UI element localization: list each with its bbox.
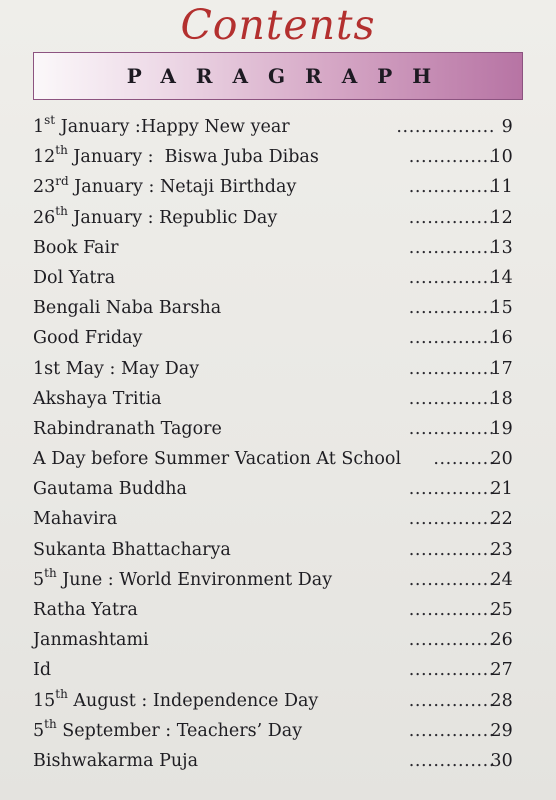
toc-entry-ordinal-suffix: th (44, 565, 57, 580)
toc-entry-leader-dots: .............. (408, 418, 495, 439)
toc-entry (33, 595, 523, 625)
toc-entry-title (33, 474, 187, 504)
toc-entry (33, 474, 523, 504)
toc-entry (33, 233, 523, 263)
toc-entry-page-number: 21 (490, 479, 513, 500)
toc-entry-ordinal: 12 (33, 147, 56, 168)
toc-entry-title (33, 746, 198, 776)
toc-entry-page-number: 28 (490, 690, 513, 711)
toc-entry-text: September : Teachers’ Day (56, 720, 303, 741)
toc-entry-text: Good Friday (33, 328, 143, 349)
toc-entry-page-number: 29 (490, 720, 513, 741)
table-of-contents (33, 112, 523, 776)
toc-entry (33, 263, 523, 293)
toc-entry-leader-dots: .............. (408, 298, 495, 319)
toc-entry-leader-dots: .............. (408, 509, 495, 530)
toc-entry-text: 1st May : May Day (33, 358, 200, 379)
toc-entry-ordinal: 23 (33, 177, 56, 198)
toc-entry (33, 112, 523, 142)
toc-entry-text: Bishwakarma Puja (33, 750, 199, 771)
toc-entry-title (33, 595, 138, 625)
toc-entry-text: Bengali Naba Barsha (33, 298, 222, 319)
toc-entry-title (33, 384, 162, 414)
toc-entry (33, 535, 523, 565)
section-heading: PARAGRAPH (126, 64, 452, 88)
toc-entry-page-number: 19 (490, 418, 513, 439)
toc-entry (33, 444, 523, 474)
toc-entry (33, 172, 523, 202)
toc-entry-text: January : Biswa Juba Dibas (67, 147, 319, 168)
toc-entry (33, 354, 523, 384)
toc-entry-ordinal-suffix: th (44, 716, 57, 731)
toc-entry (33, 716, 523, 746)
toc-entry-leader-dots: .............. (408, 388, 495, 409)
toc-entry-title (33, 172, 296, 202)
toc-entry-text: Janmashtami (33, 630, 149, 651)
toc-entry-ordinal: 26 (33, 207, 56, 228)
toc-entry (33, 625, 523, 655)
toc-entry-page-number: 23 (490, 539, 513, 560)
toc-entry-title (33, 444, 401, 474)
toc-entry-text: Mahavira (33, 509, 118, 530)
toc-entry-title (33, 263, 115, 293)
toc-entry-page-number: 12 (490, 207, 513, 228)
toc-entry-ordinal-suffix: th (55, 203, 68, 218)
toc-entry-page-number: 13 (490, 237, 513, 258)
toc-entry (33, 414, 523, 444)
toc-entry (33, 293, 523, 323)
toc-entry-title (33, 323, 142, 353)
toc-entry-title (33, 142, 319, 172)
toc-entry-leader-dots: .......... (433, 449, 495, 470)
toc-entry-ordinal: 5 (33, 569, 45, 590)
toc-entry-leader-dots: .............. (408, 237, 495, 258)
toc-entry-text: Sukanta Bhattacharya (33, 539, 231, 560)
toc-entry-page-number: 14 (490, 267, 513, 288)
toc-entry-page-number: 25 (490, 600, 513, 620)
toc-entry-title (33, 354, 199, 384)
toc-entry-text: Book Fair (33, 237, 119, 258)
toc-entry-ordinal-suffix: th (55, 686, 68, 701)
toc-entry-page-number: 15 (490, 298, 513, 319)
toc-entry-leader-dots: .............. (408, 147, 495, 168)
toc-entry-text: August : Independence Day (67, 690, 319, 711)
toc-entry-title (33, 504, 117, 534)
toc-entry-ordinal: 1 (33, 117, 45, 137)
toc-entry-text: Akshaya Tritia (33, 388, 162, 409)
toc-entry-page-number: 27 (490, 660, 513, 681)
toc-entry-ordinal-suffix: rd (55, 173, 69, 188)
toc-entry-page-number: 18 (490, 388, 513, 409)
toc-entry-leader-dots: .............. (408, 177, 495, 198)
page-title: Contents (180, 1, 376, 49)
toc-entry-page-number: 17 (490, 358, 513, 379)
toc-entry-leader-dots: .............. (408, 750, 495, 771)
toc-entry-text: January : Netaji Birthday (68, 177, 297, 198)
toc-entry-title (33, 233, 118, 263)
toc-entry-text: January : Republic Day (67, 207, 278, 228)
toc-entry-text: A Day before Summer Vacation At School (33, 449, 402, 470)
toc-entry-page-number: 30 (490, 750, 513, 771)
toc-entry-leader-dots: .............. (408, 600, 495, 620)
toc-entry-page-number: 16 (490, 328, 513, 349)
toc-entry-leader-dots: .............. (408, 660, 495, 681)
toc-entry-ordinal-suffix: th (55, 143, 68, 158)
toc-entry-text: January :Happy New year (55, 117, 290, 137)
toc-entry (33, 746, 523, 776)
toc-entry-text: Gautama Buddha (33, 479, 187, 500)
toc-entry-leader-dots: .............. (408, 720, 495, 741)
toc-entry (33, 565, 523, 595)
toc-entry-title (33, 686, 318, 716)
toc-entry-title (33, 625, 149, 655)
toc-entry-leader-dots: .............. (408, 207, 495, 228)
toc-entry-leader-dots: .............. (408, 630, 495, 651)
toc-entry (33, 384, 523, 414)
toc-entry-page-number: 24 (490, 569, 513, 590)
toc-entry-page-number: 10 (490, 147, 513, 168)
toc-entry-title (33, 414, 222, 444)
toc-entry-leader-dots: .............. (408, 358, 495, 379)
toc-entry-text: Ratha Yatra (33, 600, 138, 620)
toc-entry-title (33, 112, 290, 142)
toc-entry-page-number: 20 (490, 449, 513, 470)
toc-entry-page-number: 11 (490, 177, 513, 198)
toc-entry (33, 203, 523, 233)
toc-entry-leader-dots: .............. (408, 569, 495, 590)
toc-entry-text: Id (33, 660, 52, 681)
toc-entry-leader-dots: ................ (396, 117, 495, 137)
toc-entry-text: Dol Yatra (33, 267, 116, 288)
toc-entry-leader-dots: .............. (408, 328, 495, 349)
toc-entry (33, 504, 523, 534)
section-banner (33, 52, 523, 100)
toc-entry-page-number: 22 (490, 509, 513, 530)
toc-entry-ordinal: 5 (33, 720, 45, 741)
toc-entry-title (33, 565, 332, 595)
toc-entry-page-number: 9 (501, 117, 513, 137)
toc-entry-page-number: 26 (490, 630, 513, 651)
toc-entry-title (33, 535, 231, 565)
toc-entry-leader-dots: .............. (408, 539, 495, 560)
toc-entry-ordinal-suffix: st (44, 113, 56, 128)
toc-entry-title (33, 716, 302, 746)
toc-entry (33, 655, 523, 685)
toc-entry-leader-dots: .............. (408, 690, 495, 711)
toc-entry-text: Rabindranath Tagore (33, 418, 222, 439)
toc-entry-title (33, 655, 51, 685)
toc-entry (33, 686, 523, 716)
toc-entry (33, 323, 523, 353)
toc-entry-leader-dots: .............. (408, 267, 495, 288)
toc-entry-ordinal: 15 (33, 690, 56, 711)
toc-entry (33, 142, 523, 172)
toc-entry-leader-dots: .............. (408, 479, 495, 500)
toc-entry-title (33, 203, 277, 233)
toc-entry-text: June : World Environment Day (56, 569, 333, 590)
toc-entry-title (33, 293, 221, 323)
